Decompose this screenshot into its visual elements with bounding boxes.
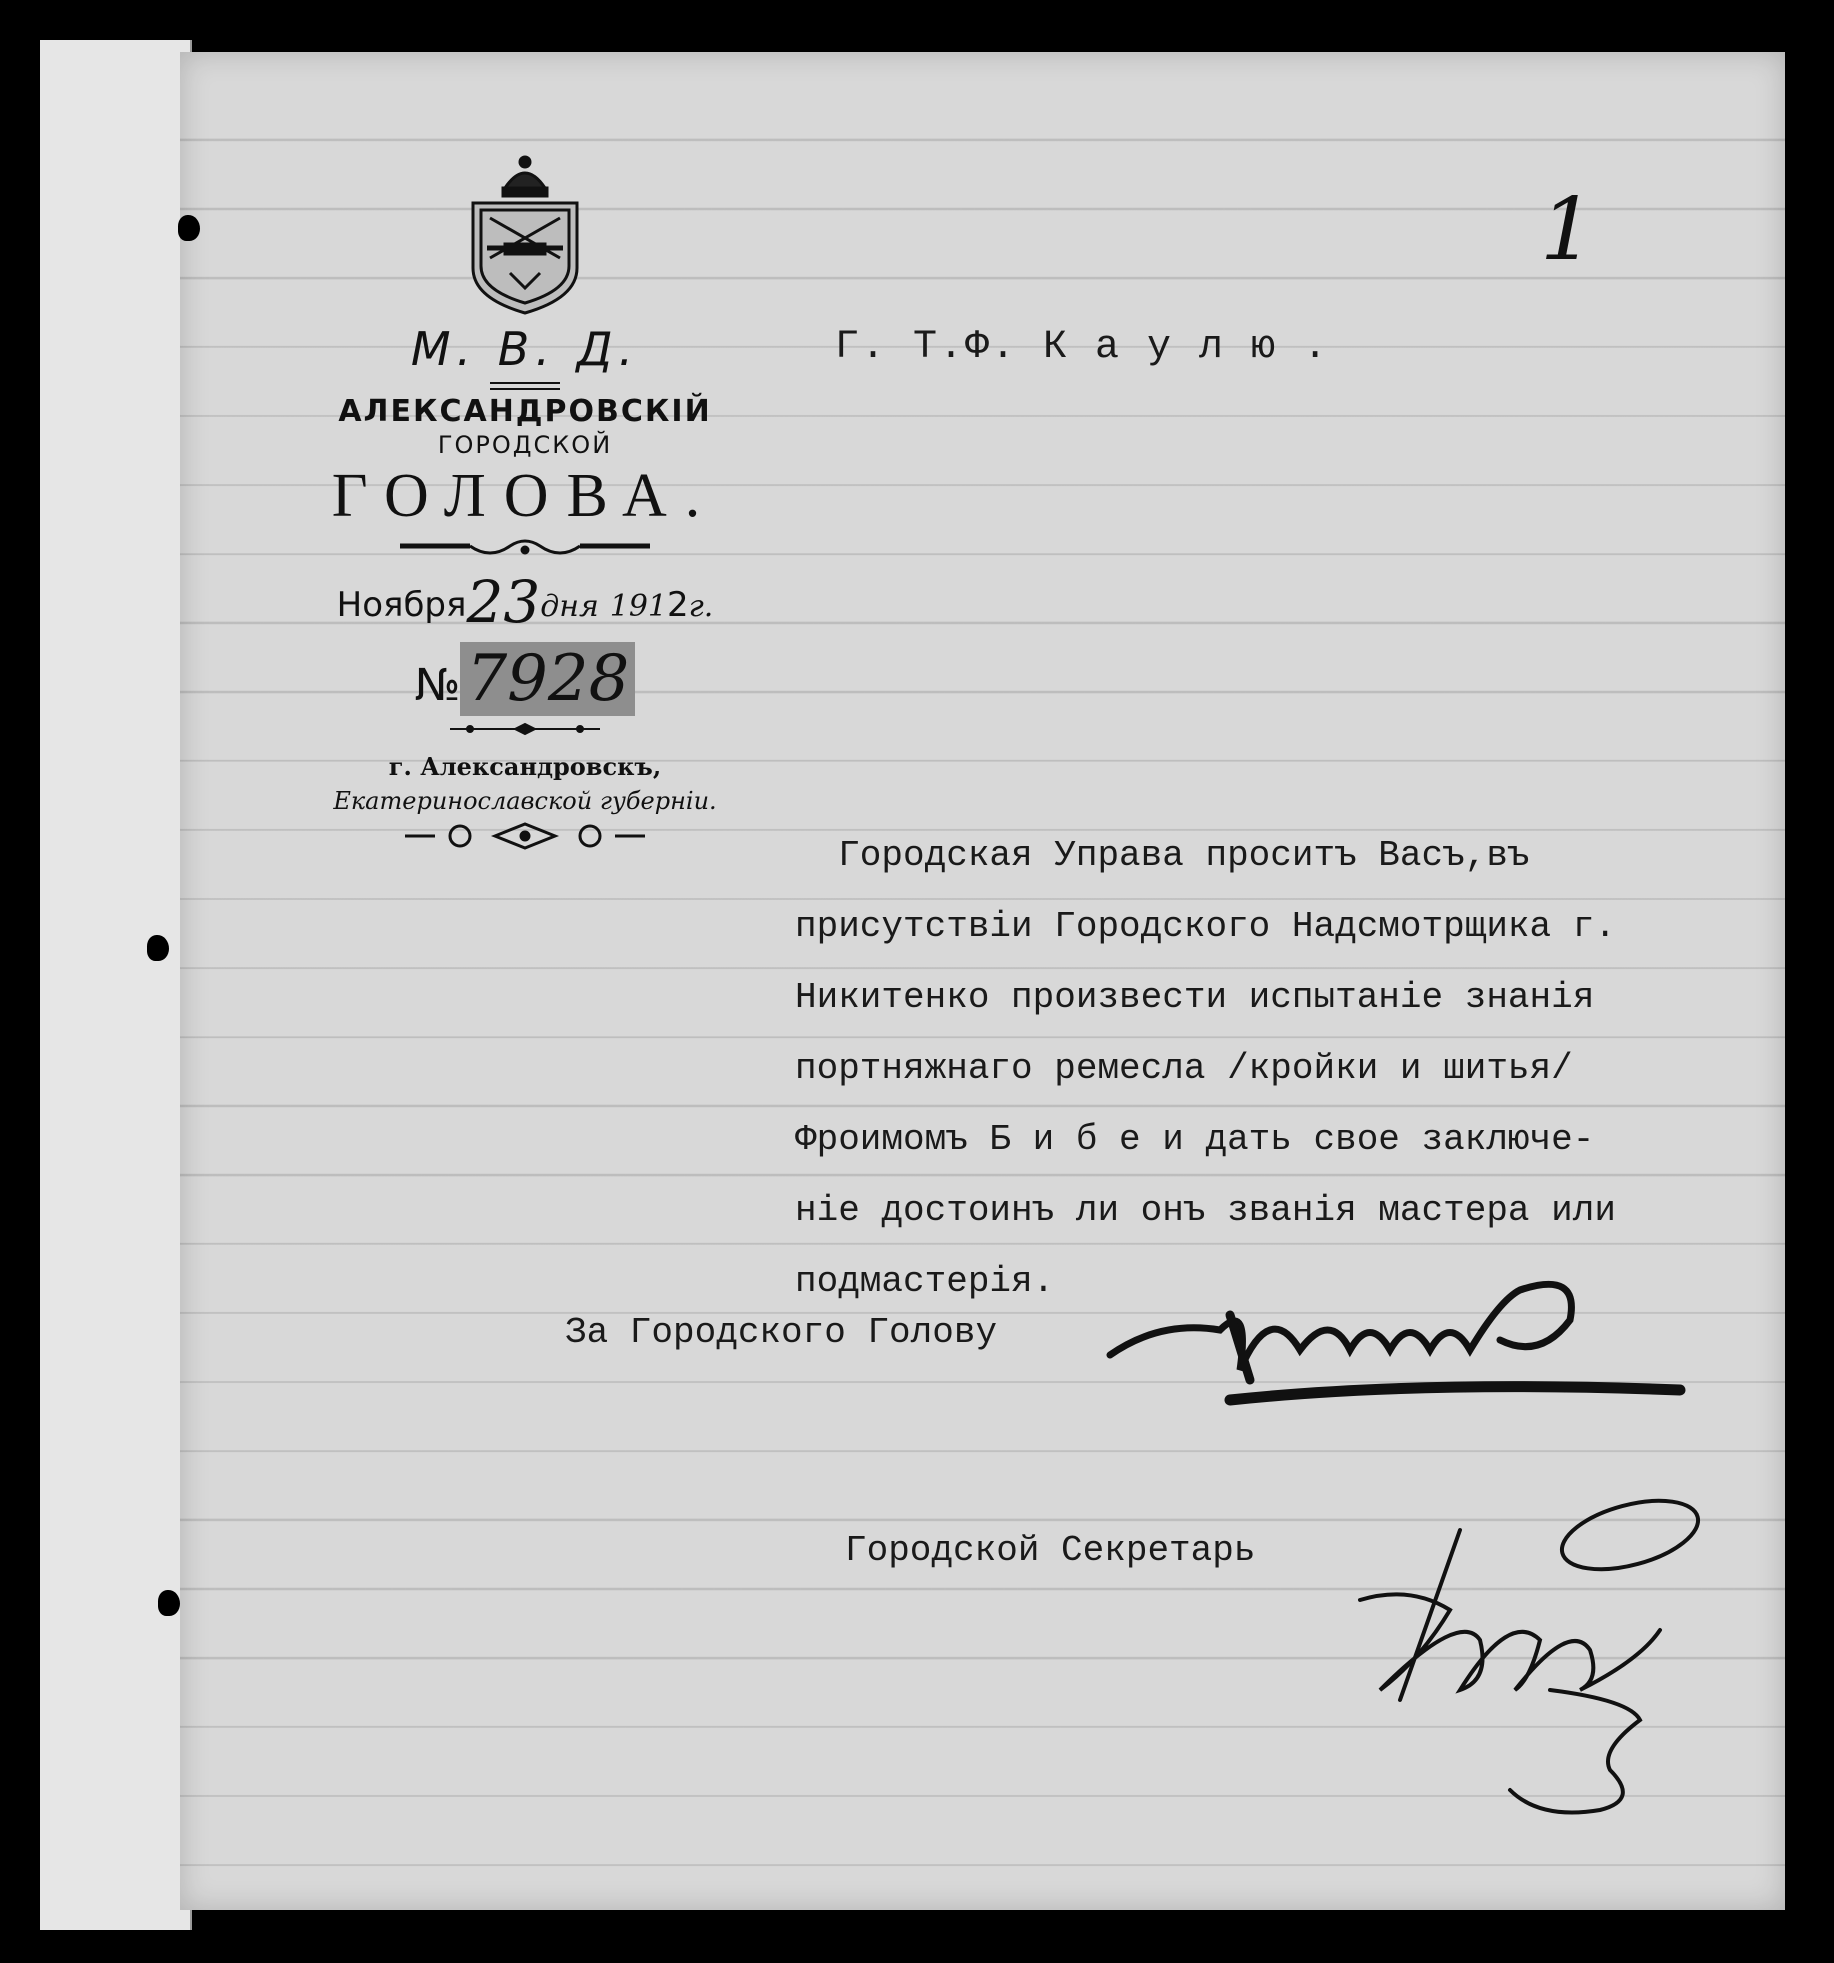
page-mark: 1 bbox=[1540, 180, 1595, 280]
letterhead-gorodskoy: ГОРОДСКОЙ bbox=[437, 431, 613, 459]
mayor-signature-icon bbox=[1100, 1260, 1700, 1410]
body-line: присутствіи Городского Надсмотрщика г. bbox=[795, 906, 1616, 947]
signatory-secretary-label: Городской Секретарь bbox=[845, 1530, 1256, 1571]
ornament-divider-icon bbox=[400, 538, 650, 562]
body-line: Никитенко произвести испытаніе знанія bbox=[795, 977, 1595, 1018]
letter-date-line bbox=[270, 568, 780, 636]
date-year-g: г. bbox=[688, 589, 714, 624]
punch-hole bbox=[158, 1590, 180, 1616]
body-line: портняжнаго ремесла /кройки и шитья/ bbox=[795, 1048, 1573, 1089]
number-sign: № bbox=[414, 660, 461, 711]
coat-of-arms-icon bbox=[465, 148, 585, 318]
body-line: Фроимомъ Б и б е и дать свое заключе- bbox=[795, 1119, 1595, 1160]
punch-hole bbox=[147, 935, 169, 961]
date-year-suffix: 2 bbox=[667, 585, 689, 625]
letter-number-line bbox=[270, 642, 780, 716]
folded-edge-strip bbox=[40, 40, 192, 1930]
small-ornament-icon bbox=[450, 722, 600, 736]
letter-number: 7928 bbox=[466, 642, 630, 716]
letterhead bbox=[270, 148, 780, 851]
punch-hole bbox=[178, 215, 200, 241]
letterhead-city-title: АЛЕКСАНДРОВСКІЙ bbox=[338, 394, 712, 429]
bottom-ornament-icon bbox=[405, 821, 645, 851]
addressee: Г. Т.Ф. К а у л ю . bbox=[835, 325, 1330, 370]
number-box bbox=[460, 642, 635, 716]
double-rule bbox=[490, 382, 560, 390]
body-line: ніе достоинъ ли онъ званія мастера или bbox=[795, 1190, 1616, 1231]
letter-body bbox=[795, 820, 1775, 1317]
date-month: Ноября bbox=[336, 585, 467, 625]
body-line: подмастерія. bbox=[795, 1261, 1055, 1302]
letterhead-golova: ГОЛОВА. bbox=[331, 462, 719, 530]
body-line: Городская Управа проситъ Васъ,въ bbox=[795, 835, 1530, 876]
date-day: 23 bbox=[466, 568, 541, 636]
letterhead-province: Екатеринославской губерніи. bbox=[333, 787, 717, 815]
secretary-signature-icon bbox=[1340, 1490, 1720, 1820]
ministry-abbreviation: М. В. Д. bbox=[410, 322, 640, 376]
date-year-prefix: 191 bbox=[609, 589, 667, 624]
letterhead-place: г. Александровскъ, bbox=[388, 752, 662, 781]
signatory-mayor-label: За Городского Голову bbox=[565, 1312, 998, 1353]
date-dnya: дня bbox=[540, 589, 599, 624]
